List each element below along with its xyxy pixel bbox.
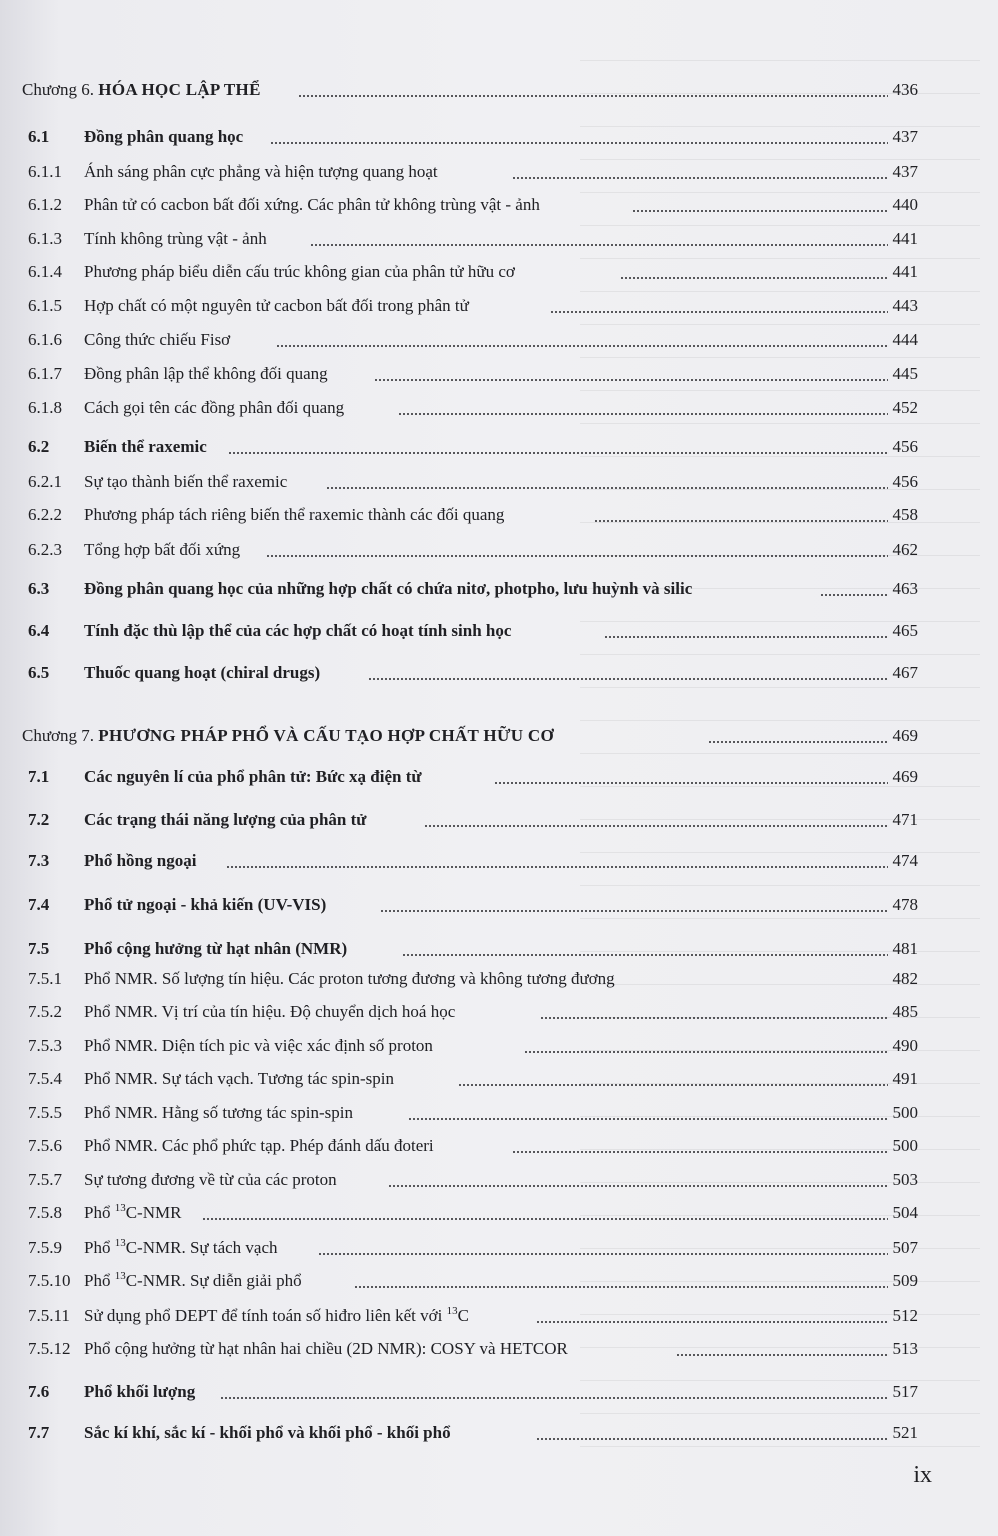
page-number: 517 — [892, 1382, 918, 1401]
toc-entry — [0, 805, 998, 835]
section-number: 6.2.3 — [28, 540, 62, 559]
page-number: 500 — [892, 1103, 918, 1122]
section-number: 7.5 — [28, 939, 50, 958]
dot-leader — [536, 1438, 888, 1440]
toc-entry — [0, 616, 998, 646]
section-title-tail: C-NMR. Sự diễn giải phổ — [125, 1271, 302, 1290]
toc-entry — [0, 535, 998, 565]
section-number: 7.3 — [28, 851, 50, 870]
section-title-text: Phổ — [84, 1203, 115, 1222]
dot-leader — [220, 1397, 888, 1399]
section-title — [84, 616, 511, 646]
dot-leader — [402, 954, 888, 956]
dot-leader — [202, 1218, 888, 1220]
page-number: 485 — [892, 1002, 918, 1021]
page-number: 507 — [892, 1238, 918, 1257]
section-number: 7.5.4 — [28, 1069, 62, 1088]
dot-leader — [266, 555, 888, 557]
section-title-text: Phổ tử ngoại - khả kiến (UV-VIS) — [84, 895, 327, 914]
section-title-tail: C-NMR. Sự tách vạch — [125, 1238, 278, 1257]
section-title — [84, 762, 422, 792]
dot-leader — [354, 1286, 888, 1288]
section-title-text: Tính không trùng vật - ảnh — [84, 229, 267, 248]
chapter-title: HÓA HỌC LẬP THỂ — [98, 80, 261, 99]
section-title — [84, 997, 455, 1027]
page-number: 436 — [892, 80, 918, 99]
section-title-text: Các nguyên lí của phổ phân tử: Bức xạ điện từ — [84, 767, 422, 786]
page-number: 474 — [892, 851, 918, 870]
page-number: 441 — [892, 262, 918, 281]
section-title — [84, 1266, 302, 1296]
section-number: 6.1.7 — [28, 364, 62, 383]
page-number: 469 — [892, 767, 918, 786]
dot-leader — [368, 678, 888, 680]
section-number: 7.5.9 — [28, 1238, 62, 1257]
toc-chapter-entry — [0, 75, 998, 105]
section-number: 6.2.1 — [28, 472, 62, 491]
section-title-text: Tổng hợp bất đối xứng — [84, 540, 241, 559]
section-title — [84, 157, 438, 187]
section-title-text: Phương pháp tách riêng biến thể raxemic thành các đối quang — [84, 505, 505, 524]
dot-leader — [318, 1253, 888, 1255]
section-number: 7.5.6 — [28, 1136, 62, 1155]
page-number: 437 — [892, 162, 918, 181]
section-title-text: Phổ NMR. Diện tích pic và việc xác định số proton — [84, 1036, 433, 1055]
section-title-text: Phân tử có cacbon bất đối xứng. Các phân tử không trùng vật - ảnh — [84, 195, 540, 214]
section-title-text: Đồng phân quang học — [84, 127, 244, 146]
section-title-text: Thuốc quang hoạt (chiral drugs) — [84, 663, 321, 682]
page-number: 491 — [892, 1069, 918, 1088]
dot-leader — [408, 1118, 888, 1120]
section-title — [84, 890, 326, 920]
section-title — [84, 432, 207, 462]
section-title — [84, 1334, 568, 1364]
toc-entry — [0, 1165, 998, 1195]
toc-entry — [0, 1131, 998, 1161]
toc-entry — [0, 467, 998, 497]
section-title-text: Phổ NMR. Sự tách vạch. Tương tác spin-spin — [84, 1069, 394, 1088]
section-title-text: Đồng phân lập thể không đối quang — [84, 364, 328, 383]
page-number: 481 — [892, 939, 918, 958]
section-title — [84, 1064, 394, 1094]
toc-entry — [0, 1198, 998, 1228]
toc-chapter-entry — [0, 721, 998, 751]
dot-leader — [380, 910, 888, 912]
section-title-text: Sử dụng phổ DEPT để tính toán số hiđro liên kết với — [84, 1306, 447, 1325]
section-number: 6.3 — [28, 579, 50, 598]
section-title-text: Phổ khối lượng — [84, 1382, 196, 1401]
section-title-text: Biến thể raxemic — [84, 437, 207, 456]
page-number: 445 — [892, 364, 918, 383]
section-title — [84, 257, 515, 287]
dot-leader — [512, 1151, 888, 1153]
dot-leader — [374, 379, 888, 381]
section-title — [84, 325, 230, 355]
section-title — [84, 190, 540, 220]
page-number: 478 — [892, 895, 918, 914]
section-title — [84, 122, 243, 152]
page-number: 490 — [892, 1036, 918, 1055]
section-number: 7.5.5 — [28, 1103, 62, 1122]
dot-leader — [524, 1051, 888, 1053]
dot-leader — [594, 520, 888, 522]
toc-entry — [0, 762, 998, 792]
section-title — [84, 359, 328, 389]
section-number: 6.1.5 — [28, 296, 62, 315]
toc-entry — [0, 157, 998, 187]
page-number: 504 — [892, 1203, 918, 1222]
toc-entry — [0, 500, 998, 530]
toc-entry — [0, 1301, 998, 1331]
toc-entry — [0, 934, 998, 964]
dot-leader — [604, 636, 888, 638]
dot-leader — [820, 594, 888, 596]
section-title — [84, 934, 347, 964]
section-title-text: Hợp chất có một nguyên tử cacbon bất đối trong phân tử — [84, 296, 469, 315]
section-number: 6.2 — [28, 437, 50, 456]
chapter-heading — [22, 721, 554, 751]
section-title-text: Các trạng thái năng lượng của phân tử — [84, 810, 367, 829]
page-number: 462 — [892, 540, 918, 559]
section-title — [84, 658, 320, 688]
toc-entry — [0, 1334, 998, 1364]
chapter-heading — [22, 75, 261, 105]
chapter-title: PHƯƠNG PHÁP PHỔ VÀ CẤU TẠO HỢP CHẤT HỮU CƠ — [98, 726, 555, 745]
section-number: 7.4 — [28, 895, 50, 914]
toc-entry — [0, 432, 998, 462]
section-title — [84, 1301, 469, 1331]
section-title-tail: C-NMR — [125, 1203, 182, 1222]
toc-entry — [0, 1064, 998, 1094]
section-title-text: Phổ NMR. Các phổ phức tạp. Phép đánh dấu đoteri — [84, 1136, 434, 1155]
section-title-text: Sự tương đương về từ của các proton — [84, 1170, 337, 1189]
dot-leader — [276, 345, 888, 347]
section-title — [84, 964, 615, 994]
section-title-text: Phổ cộng hưởng từ hạt nhân hai chiều (2D NMR): COSY và HETCOR — [84, 1339, 568, 1358]
section-title-text: Phổ cộng hưởng từ hạt nhân (NMR) — [84, 939, 348, 958]
section-number: 6.5 — [28, 663, 50, 682]
chapter-label: Chương 6. — [22, 80, 99, 99]
section-title-text: Tính đặc thù lập thể của các hợp chất có hoạt tính sinh học — [84, 621, 512, 640]
toc-entry — [0, 846, 998, 876]
isotope-superscript: 13 — [114, 1237, 126, 1249]
dot-leader — [494, 782, 888, 784]
page-number: 458 — [892, 505, 918, 524]
toc-entry — [0, 964, 998, 994]
section-title — [84, 846, 196, 876]
toc-entry — [0, 393, 998, 423]
section-number: 7.5.10 — [28, 1271, 71, 1290]
page-number: 465 — [892, 621, 918, 640]
section-title-text: Sắc kí khí, sắc kí - khối phổ và khối phổ - khối phổ — [84, 1423, 451, 1442]
dot-leader — [620, 277, 888, 279]
toc-entry — [0, 122, 998, 152]
page-number: 452 — [892, 398, 918, 417]
section-title-text: Đồng phân quang học của những hợp chất có chứa nitơ, photpho, lưu huỳnh và silic — [84, 579, 693, 598]
section-number: 6.1 — [28, 127, 50, 146]
dot-leader — [326, 487, 888, 489]
toc-entry — [0, 1031, 998, 1061]
section-title-text: Cách gọi tên các đồng phân đối quang — [84, 398, 345, 417]
section-title-text: Phổ NMR. Hằng số tương tác spin-spin — [84, 1103, 353, 1122]
toc-entry — [0, 890, 998, 920]
dot-leader — [708, 741, 888, 743]
section-number: 7.6 — [28, 1382, 50, 1401]
section-title — [84, 1233, 278, 1263]
section-title — [84, 467, 287, 497]
section-title-text: Sự tạo thành biến thể raxemic — [84, 472, 288, 491]
section-number: 7.5.12 — [28, 1339, 71, 1358]
page-number: 469 — [892, 726, 918, 745]
dot-leader — [676, 1354, 888, 1356]
section-title — [84, 1031, 433, 1061]
section-title-tail: C — [457, 1306, 469, 1325]
dot-leader — [228, 452, 888, 454]
page-number: 437 — [892, 127, 918, 146]
toc-entry — [0, 1377, 998, 1407]
page-number: 471 — [892, 810, 918, 829]
dot-leader — [270, 142, 888, 144]
dot-leader — [512, 177, 888, 179]
section-title — [84, 1098, 353, 1128]
toc-entry — [0, 224, 998, 254]
toc-entry — [0, 291, 998, 321]
section-number: 6.1.8 — [28, 398, 62, 417]
page-number: 513 — [892, 1339, 918, 1358]
toc-entry — [0, 359, 998, 389]
toc-entry — [0, 1098, 998, 1128]
section-title — [84, 1377, 195, 1407]
dot-leader — [540, 1017, 888, 1019]
section-title — [84, 535, 240, 565]
section-number: 7.5.2 — [28, 1002, 62, 1021]
section-number: 7.7 — [28, 1423, 50, 1442]
section-title — [84, 1418, 451, 1448]
page-number: 512 — [892, 1306, 918, 1325]
page-number: 463 — [892, 579, 918, 598]
section-number: 7.5.3 — [28, 1036, 62, 1055]
page-number: 503 — [892, 1170, 918, 1189]
section-title — [84, 574, 692, 604]
section-number: 7.2 — [28, 810, 50, 829]
toc-entry — [0, 1266, 998, 1296]
section-title-text: Công thức chiếu Fisơ — [84, 330, 231, 349]
dot-leader — [398, 413, 888, 415]
section-title-text: Phổ — [84, 1271, 115, 1290]
section-title-text: Ánh sáng phân cực phẳng và hiện tượng quang hoạt — [84, 162, 438, 181]
toc-entry — [0, 1233, 998, 1263]
section-number: 6.1.1 — [28, 162, 62, 181]
dot-leader — [458, 1084, 888, 1086]
toc-entry — [0, 325, 998, 355]
section-title — [84, 1198, 181, 1228]
toc-entry — [0, 658, 998, 688]
section-title-text: Phổ NMR. Số lượng tín hiệu. Các proton tương đương và không tương đương — [84, 969, 615, 988]
dot-leader — [226, 866, 888, 868]
page-number: 500 — [892, 1136, 918, 1155]
chapter-label: Chương 7. — [22, 726, 99, 745]
page-number: 456 — [892, 437, 918, 456]
section-number: 7.5.8 — [28, 1203, 62, 1222]
dot-leader — [536, 1321, 888, 1323]
section-title — [84, 500, 504, 530]
page-number: 443 — [892, 296, 918, 315]
section-title — [84, 393, 344, 423]
section-title — [84, 1165, 337, 1195]
section-number: 6.1.3 — [28, 229, 62, 248]
section-title-text: Phổ NMR. Vị trí của tín hiệu. Độ chuyển dịch hoá học — [84, 1002, 456, 1021]
page-number: 441 — [892, 229, 918, 248]
section-title-text: Phổ hồng ngoại — [84, 851, 197, 870]
section-number: 7.5.1 — [28, 969, 62, 988]
section-number: 6.1.6 — [28, 330, 62, 349]
dot-leader — [632, 210, 888, 212]
isotope-superscript: 13 — [114, 1270, 126, 1282]
dot-leader — [298, 95, 888, 97]
page-number: 440 — [892, 195, 918, 214]
dot-leader — [388, 1185, 888, 1187]
section-title — [84, 224, 267, 254]
section-title-text: Phương pháp biểu diễn cấu trúc không gian của phân tử hữu cơ — [84, 262, 515, 281]
toc-entry — [0, 257, 998, 287]
section-title — [84, 291, 469, 321]
page-number: 482 — [892, 969, 918, 988]
isotope-superscript: 13 — [114, 1202, 126, 1214]
dot-leader — [550, 311, 888, 313]
dot-leader — [424, 825, 888, 827]
section-number: 6.2.2 — [28, 505, 62, 524]
page-number: 444 — [892, 330, 918, 349]
section-number: 7.5.7 — [28, 1170, 62, 1189]
toc-entry — [0, 1418, 998, 1448]
page-number: 456 — [892, 472, 918, 491]
toc-entry — [0, 574, 998, 604]
section-number: 6.1.4 — [28, 262, 62, 281]
isotope-superscript: 13 — [446, 1305, 458, 1317]
section-title-text: Phổ — [84, 1238, 115, 1257]
section-title — [84, 1131, 434, 1161]
section-number: 6.4 — [28, 621, 50, 640]
page-number: 509 — [892, 1271, 918, 1290]
section-number: 6.1.2 — [28, 195, 62, 214]
section-title — [84, 805, 367, 835]
section-number: 7.1 — [28, 767, 50, 786]
toc-entry — [0, 997, 998, 1027]
section-number: 7.5.11 — [28, 1306, 70, 1325]
page-number-footer: ix — [913, 1462, 932, 1488]
page-number: 467 — [892, 663, 918, 682]
toc-entry — [0, 190, 998, 220]
dot-leader — [310, 244, 888, 246]
page-number: 521 — [892, 1423, 918, 1442]
